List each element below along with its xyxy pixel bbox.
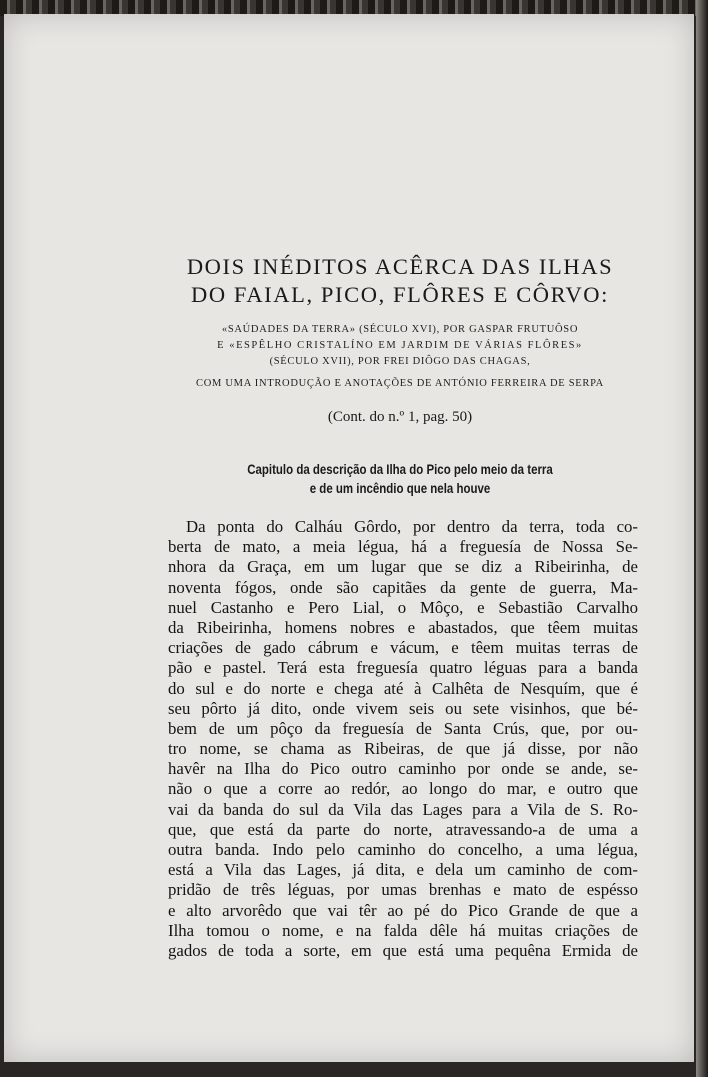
body-line: Da ponta do Calháu Gôrdo, por dentro da terra, toda co- [186,517,638,536]
continuation-note: (Cont. do n.º 1, pag. 50) [327,409,473,425]
body-line: outra banda. Indo pelo caminho do concelho, a uma légua, [168,840,638,859]
subtitle-line-1: «SAÚDADES DA TERRA» (SÉCULO XVI), POR GASPAR FRUTUÔSO [221,324,579,335]
body-line: vai da banda do sul da Vila das Lages para a Vila de S. Ro- [168,799,638,819]
body-line: e alto arvorêdo que vai têr ao pé do Pico Grande de que a [168,900,638,920]
body-line: pão e pastel. Terá esta freguesía quatro léguas para a banda [168,658,638,678]
body-paragraph [168,517,638,961]
body-line: bem de um pôço da freguesía de Santa Crús, que, por ou- [168,718,638,738]
chapter-heading-line-2: e de um incêndio que nela houve [309,480,491,496]
body-line: nhora da Graça, em um lugar que se diz a Ribeirinha, de [168,557,638,577]
subtitle-line-3: (SÉCULO XVII), POR FREI DIÔGO DAS CHAGAS, [269,356,531,367]
body-line: seu pôrto já dito, onde vivem seis ou sete visinhos, que bé- [168,698,638,718]
body-line: nuel Castanho e Pero Lial, o Môço, e Sebastião Carvalho [168,597,638,617]
body-line: noventa fógos, onde são capitães da gente de guerra, Ma- [168,577,638,597]
body-line: gados de toda a sorte, em que está uma pequêna Ermida de [168,940,638,960]
body-line: está a Vila das Lages, já dita, e dela um caminho de com- [168,860,638,880]
article-title-line-1: DOIS INÉDITOS ACÊRCA DAS ILHAS [186,254,614,279]
body-line: havêr na Ilha do Pico outro caminho por onde se ande, se- [168,759,638,779]
body-line: Ilha tomou o nome, e na falda dêle há muitas criações de [168,920,638,940]
subtitle-line-4: COM UMA INTRODUÇÃO E ANOTAÇÕES DE ANTÓNIO FERREIRA DE SERPA [196,378,604,389]
body-line: da Ribeirinha, homens nobres e abastados, que têem muitas [168,617,638,637]
body-line: tro nome, se chama as Ribeiras, de que já disse, por não [168,739,638,759]
subtitle-line-2: E «ESPÊLHO CRISTALÍNO EM JARDIM DE VÁRIAS FLÔRES» [217,340,583,351]
body-line: pridão de três léguas, por umas brenhas e mato de espésso [168,880,638,900]
body-line: do sul e do norte e chega até à Calhêta de Nesquím, que é [168,678,638,698]
chapter-heading-line-1: Capitulo da descrição da Ilha do Pico pelo meio da terra [247,461,553,477]
body-line: não o que a corre ao redór, ao longo do mar, e outro que [168,779,638,799]
show-through-text [619,144,699,264]
body-line: berta de mato, a meia légua, há a freguesía de Nossa Se- [168,537,638,557]
body-line: que, que está da parte do norte, atravessando-a de uma a [168,819,638,839]
article-title-line-2: DO FAIAL, PICO, FLÔRES E CÔRVO: [190,282,610,307]
body-line: criações de gado cábrum e vácum, e têem muitas terras de [168,638,638,658]
